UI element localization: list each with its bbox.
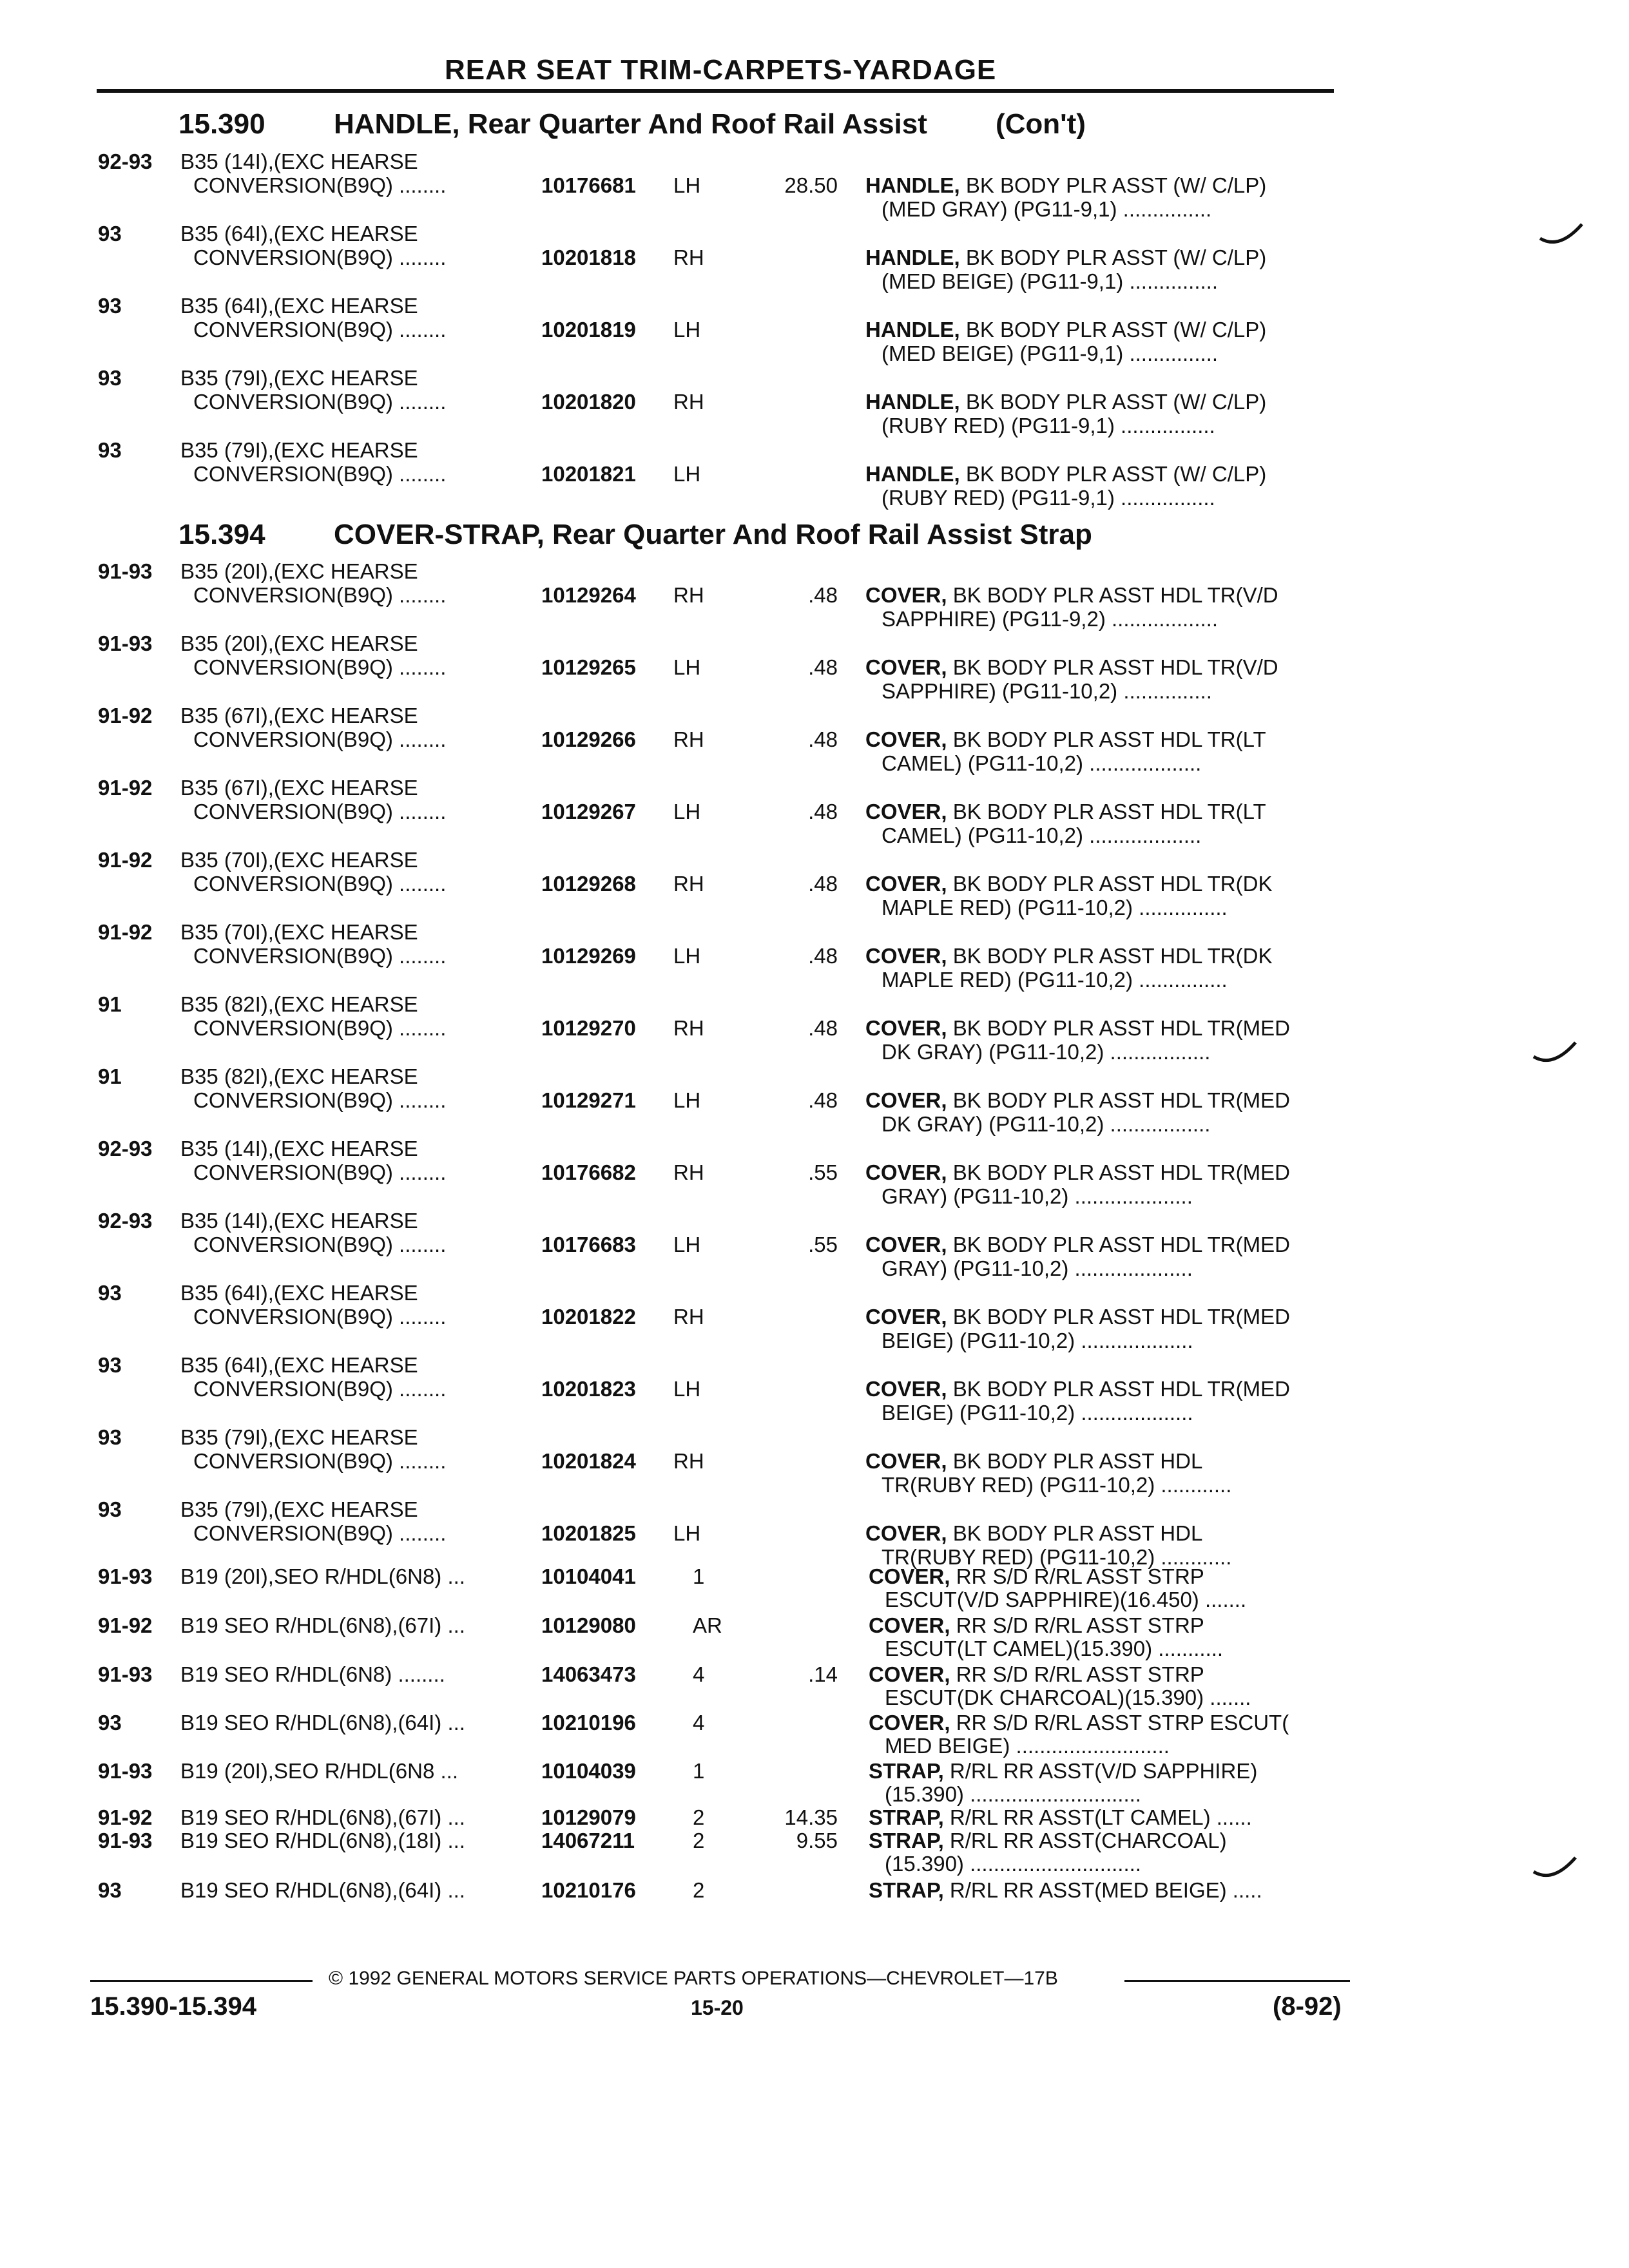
quantity: 1 [693, 1564, 705, 1588]
model-years: 93 [98, 1425, 122, 1449]
model-code: B35 (70I),(EXC HEARSE [180, 848, 418, 872]
model-years: 91 [98, 992, 122, 1016]
model-years: 93 [98, 1711, 122, 1735]
part-number: 10129270 [541, 1016, 636, 1040]
price: .14 [808, 1662, 838, 1686]
description-line [865, 872, 1272, 896]
model-code: B19 SEO R/HDL(6N8),(18I) ... [180, 1829, 465, 1852]
description-line [869, 1711, 1289, 1735]
model-qualifier: CONVERSION(B9Q) ........ [193, 583, 447, 607]
part-number: 10129267 [541, 800, 636, 823]
parts-entry [0, 222, 1629, 293]
description-text: BK BODY PLR ASST (W/ C/LP) [959, 173, 1267, 197]
description-keyword: COVER, [865, 1521, 947, 1545]
parts-entry [0, 1425, 1629, 1496]
description-keyword: COVER, [865, 1233, 947, 1256]
description-line [869, 1613, 1204, 1638]
model-code: B35 (20I),(EXC HEARSE [180, 559, 418, 583]
description-keyword: COVER, [865, 1449, 947, 1473]
description-text: RR S/D R/RL ASST STRP ESCUT( [950, 1711, 1289, 1735]
model-code: B35 (79I),(EXC HEARSE [180, 1425, 418, 1449]
description-continued: CAMEL) (PG11-10,2) ................... [882, 823, 1202, 847]
model-qualifier: CONVERSION(B9Q) ........ [193, 318, 447, 341]
description-keyword: COVER, [869, 1662, 950, 1686]
description-continued: MED BEIGE) .......................... [885, 1734, 1170, 1758]
description-keyword: COVER, [869, 1711, 950, 1735]
description-text: RR S/D R/RL ASST STRP [950, 1613, 1204, 1637]
model-years: 91-92 [98, 1613, 153, 1637]
description-keyword: COVER, [865, 872, 947, 896]
description-keyword: HANDLE, [865, 390, 960, 414]
section-continued-label: (Con't) [996, 108, 1086, 140]
description-keyword: STRAP, [869, 1805, 944, 1829]
model-years: 91-93 [98, 1564, 153, 1588]
description-line [865, 1233, 1290, 1257]
model-code: B35 (64I),(EXC HEARSE [180, 1353, 418, 1377]
part-number: 10129266 [541, 727, 636, 751]
description-keyword: COVER, [865, 1016, 947, 1040]
description-line [865, 173, 1266, 198]
quantity: RH [673, 1016, 704, 1040]
description-line [865, 390, 1266, 414]
quantity: LH [673, 318, 701, 341]
parts-entry [0, 1497, 1629, 1568]
description-line [865, 1449, 1202, 1474]
description-text: BK BODY PLR ASST HDL TR(V/D [947, 583, 1278, 607]
parts-entry [0, 1662, 1629, 1711]
model-years: 93 [98, 1353, 122, 1377]
footer-rule-right [1124, 1980, 1350, 1982]
parts-entry [0, 848, 1629, 919]
quantity: 4 [693, 1711, 705, 1735]
part-number: 10129079 [541, 1805, 636, 1829]
price: 9.55 [796, 1829, 838, 1852]
quantity: LH [673, 462, 701, 486]
model-qualifier: CONVERSION(B9Q) ........ [193, 173, 447, 197]
model-years: 91-93 [98, 1759, 153, 1783]
description-text: BK BODY PLR ASST HDL TR(MED [947, 1377, 1290, 1401]
description-continued: DK GRAY) (PG11-10,2) ................. [882, 1112, 1211, 1136]
price: .48 [808, 1088, 838, 1112]
description-line [869, 1878, 1262, 1903]
description-keyword: COVER, [869, 1564, 950, 1588]
model-qualifier: CONVERSION(B9Q) ........ [193, 1160, 447, 1184]
model-code: B35 (67I),(EXC HEARSE [180, 776, 418, 800]
check-mark-icon [1530, 1852, 1582, 1885]
part-number: 10129265 [541, 655, 636, 679]
description-text: BK BODY PLR ASST HDL TR(MED [947, 1233, 1290, 1256]
model-code: B35 (79I),(EXC HEARSE [180, 438, 418, 462]
parts-entry [0, 438, 1629, 509]
model-code: B19 SEO R/HDL(6N8),(64I) ... [180, 1878, 465, 1902]
description-line [865, 318, 1266, 342]
model-years: 92-93 [98, 149, 153, 173]
model-qualifier: CONVERSION(B9Q) ........ [193, 245, 447, 269]
description-keyword: HANDLE, [865, 245, 960, 269]
description-continued: SAPPHIRE) (PG11-10,2) ............... [882, 679, 1212, 703]
model-qualifier: CONVERSION(B9Q) ........ [193, 462, 447, 486]
model-code: B19 SEO R/HDL(6N8) ........ [180, 1662, 445, 1686]
section-number: 15.394 [178, 519, 265, 550]
price: 14.35 [784, 1805, 838, 1829]
description-continued: ESCUT(LT CAMEL)(15.390) ........... [885, 1637, 1224, 1660]
section-number: 15.390 [178, 108, 265, 140]
model-code: B35 (82I),(EXC HEARSE [180, 992, 418, 1016]
model-code: B19 (20I),SEO R/HDL(6N8 ... [180, 1759, 458, 1783]
description-keyword: HANDLE, [865, 462, 960, 486]
quantity: LH [673, 800, 701, 823]
description-continued: SAPPHIRE) (PG11-9,2) .................. [882, 607, 1219, 631]
description-continued: TR(RUBY RED) (PG11-10,2) ............ [882, 1473, 1232, 1497]
description-continued: TR(RUBY RED) (PG11-10,2) ............ [882, 1545, 1232, 1569]
description-continued: DK GRAY) (PG11-10,2) ................. [882, 1040, 1211, 1064]
model-years: 93 [98, 222, 122, 245]
model-years: 91-93 [98, 631, 153, 655]
quantity: LH [673, 1521, 701, 1545]
price: 28.50 [784, 173, 838, 197]
part-number: 10201821 [541, 462, 636, 486]
description-line [865, 462, 1266, 486]
part-number: 10104039 [541, 1759, 636, 1783]
model-years: 93 [98, 1281, 122, 1305]
part-number: 10104041 [541, 1564, 636, 1588]
part-number: 10176681 [541, 173, 636, 197]
description-keyword: COVER, [865, 727, 947, 751]
part-number: 10129268 [541, 872, 636, 896]
description-continued: (MED GRAY) (PG11-9,1) ............... [882, 197, 1212, 221]
quantity: AR [693, 1613, 722, 1637]
description-keyword: HANDLE, [865, 173, 960, 197]
part-number: 14067211 [541, 1829, 635, 1852]
description-continued: GRAY) (PG11-10,2) .................... [882, 1184, 1193, 1208]
check-mark-icon [1530, 1037, 1582, 1070]
description-continued: BEIGE) (PG11-10,2) ................... [882, 1401, 1193, 1425]
description-line [865, 1016, 1290, 1041]
quantity: 2 [693, 1829, 705, 1852]
description-keyword: COVER, [865, 655, 947, 679]
description-continued: (15.390) ............................. [885, 1852, 1141, 1876]
description-text: BK BODY PLR ASST HDL TR(DK [947, 872, 1273, 896]
model-code: B19 SEO R/HDL(6N8),(67I) ... [180, 1613, 465, 1637]
description-continued: ESCUT(DK CHARCOAL)(15.390) ....... [885, 1686, 1251, 1709]
price: .48 [808, 583, 838, 607]
quantity: LH [673, 1377, 701, 1401]
quantity: RH [673, 245, 704, 269]
description-line [869, 1564, 1204, 1589]
model-qualifier: CONVERSION(B9Q) ........ [193, 1088, 447, 1112]
part-number: 10201819 [541, 318, 636, 341]
model-years: 91-93 [98, 1662, 153, 1686]
description-keyword: COVER, [865, 1088, 947, 1112]
parts-entry [0, 366, 1629, 437]
model-years: 91-92 [98, 920, 153, 944]
description-text: BK BODY PLR ASST HDL TR(LT [947, 800, 1266, 823]
description-continued: ESCUT(V/D SAPPHIRE)(16.450) ....... [885, 1588, 1247, 1611]
quantity: RH [673, 583, 704, 607]
quantity: 2 [693, 1878, 705, 1902]
description-keyword: COVER, [865, 1305, 947, 1329]
description-keyword: COVER, [865, 583, 947, 607]
footer-date: (8-92) [1273, 1992, 1342, 2021]
parts-entry [0, 1878, 1629, 1927]
copyright-line: © 1992 GENERAL MOTORS SERVICE PARTS OPERATIONS—CHEVROLET—17B [329, 1968, 1058, 1989]
description-continued: MAPLE RED) (PG11-10,2) ............... [882, 896, 1228, 919]
model-years: 93 [98, 1497, 122, 1521]
description-text: BK BODY PLR ASST HDL TR(MED [947, 1305, 1290, 1329]
quantity: RH [673, 1160, 704, 1184]
check-mark-icon [1537, 219, 1588, 251]
quantity: RH [673, 1449, 704, 1473]
parts-entry [0, 1137, 1629, 1207]
parts-entry [0, 149, 1629, 220]
model-years: 91-92 [98, 776, 153, 800]
description-line [865, 245, 1266, 270]
description-line [865, 655, 1278, 680]
model-years: 91-92 [98, 704, 153, 727]
footer-rule-left [90, 1980, 313, 1982]
part-number: 10201825 [541, 1521, 636, 1545]
description-text: BK BODY PLR ASST HDL TR(V/D [947, 655, 1278, 679]
model-years: 91-93 [98, 559, 153, 583]
description-continued: (RUBY RED) (PG11-9,1) ................ [882, 414, 1215, 437]
model-code: B35 (70I),(EXC HEARSE [180, 920, 418, 944]
description-line [869, 1829, 1227, 1853]
model-years: 91-92 [98, 848, 153, 872]
description-line [865, 1160, 1290, 1185]
description-line [865, 1305, 1290, 1329]
model-years: 92-93 [98, 1209, 153, 1233]
parts-entry [0, 1353, 1629, 1424]
parts-entry [0, 776, 1629, 847]
footer-section-range: 15.390-15.394 [90, 1992, 257, 2021]
part-number: 14063473 [541, 1662, 636, 1686]
model-code: B35 (82I),(EXC HEARSE [180, 1064, 418, 1088]
model-years: 93 [98, 1878, 122, 1902]
part-number: 10129271 [541, 1088, 636, 1112]
description-keyword: COVER, [865, 1160, 947, 1184]
part-number: 10129269 [541, 944, 636, 968]
parts-entry [0, 992, 1629, 1063]
description-continued: (15.390) ............................. [885, 1782, 1141, 1806]
model-qualifier: CONVERSION(B9Q) ........ [193, 1233, 447, 1256]
parts-entry [0, 704, 1629, 774]
price: .48 [808, 800, 838, 823]
parts-entry [0, 1209, 1629, 1280]
model-qualifier: CONVERSION(B9Q) ........ [193, 390, 447, 414]
description-keyword: COVER, [865, 1377, 947, 1401]
parts-entry [0, 559, 1629, 630]
part-number: 10201823 [541, 1377, 636, 1401]
description-keyword: COVER, [865, 800, 947, 823]
part-number: 10201820 [541, 390, 636, 414]
model-years: 91 [98, 1064, 122, 1088]
quantity: LH [673, 1233, 701, 1256]
model-years: 93 [98, 294, 122, 318]
description-keyword: STRAP, [869, 1759, 944, 1783]
quantity: 4 [693, 1662, 705, 1686]
model-qualifier: CONVERSION(B9Q) ........ [193, 872, 447, 896]
description-line [865, 1377, 1290, 1401]
description-text: RR S/D R/RL ASST STRP [950, 1564, 1204, 1588]
parts-entry [0, 631, 1629, 702]
model-qualifier: CONVERSION(B9Q) ........ [193, 1016, 447, 1040]
quantity: RH [673, 872, 704, 896]
model-code: B19 SEO R/HDL(6N8),(67I) ... [180, 1805, 465, 1829]
description-keyword: COVER, [869, 1613, 950, 1637]
footer-page-number: 15-20 [691, 1996, 744, 2019]
description-line [865, 944, 1272, 968]
description-continued: (RUBY RED) (PG11-9,1) ................ [882, 486, 1215, 510]
description-continued: GRAY) (PG11-10,2) .................... [882, 1256, 1193, 1280]
quantity: 2 [693, 1805, 705, 1829]
quantity: LH [673, 1088, 701, 1112]
model-code: B35 (14I),(EXC HEARSE [180, 1137, 418, 1160]
description-text: BK BODY PLR ASST (W/ C/LP) [959, 245, 1267, 269]
description-text: BK BODY PLR ASST (W/ C/LP) [959, 390, 1267, 414]
model-qualifier: CONVERSION(B9Q) ........ [193, 727, 447, 751]
description-continued: CAMEL) (PG11-10,2) ................... [882, 751, 1202, 775]
description-continued: (MED BEIGE) (PG11-9,1) ............... [882, 341, 1218, 365]
description-keyword: COVER, [865, 944, 947, 968]
description-text: BK BODY PLR ASST (W/ C/LP) [959, 318, 1267, 341]
description-line [869, 1662, 1204, 1687]
quantity: LH [673, 655, 701, 679]
description-text: BK BODY PLR ASST HDL TR(DK [947, 944, 1273, 968]
model-code: B19 (20I),SEO R/HDL(6N8) ... [180, 1564, 465, 1588]
description-continued: (MED BEIGE) (PG11-9,1) ............... [882, 269, 1218, 293]
header-rule [97, 89, 1334, 93]
description-keyword: STRAP, [869, 1878, 944, 1902]
description-keyword: HANDLE, [865, 318, 960, 341]
model-code: B35 (64I),(EXC HEARSE [180, 1281, 418, 1305]
model-code: B35 (79I),(EXC HEARSE [180, 1497, 418, 1521]
description-line [865, 800, 1266, 824]
model-years: 91-93 [98, 1829, 153, 1852]
description-text: BK BODY PLR ASST HDL [947, 1449, 1203, 1473]
part-number: 10129264 [541, 583, 636, 607]
parts-entry [0, 1829, 1629, 1877]
description-line [865, 1521, 1202, 1546]
parts-entry [0, 1064, 1629, 1135]
part-number: 10176682 [541, 1160, 636, 1184]
model-code: B35 (14I),(EXC HEARSE [180, 149, 418, 173]
quantity: RH [673, 727, 704, 751]
price: .48 [808, 872, 838, 896]
description-text: R/RL RR ASST(V/D SAPPHIRE) [943, 1759, 1258, 1783]
model-code: B35 (64I),(EXC HEARSE [180, 294, 418, 318]
description-line [865, 727, 1266, 752]
model-qualifier: CONVERSION(B9Q) ........ [193, 1521, 447, 1545]
quantity: RH [673, 390, 704, 414]
quantity: LH [673, 944, 701, 968]
part-number: 10201822 [541, 1305, 636, 1329]
section-title: COVER-STRAP, Rear Quarter And Roof Rail Assist Strap [334, 519, 1092, 550]
description-text: BK BODY PLR ASST (W/ C/LP) [959, 462, 1267, 486]
part-number: 10176683 [541, 1233, 636, 1256]
description-line [865, 1088, 1290, 1113]
model-code: B35 (67I),(EXC HEARSE [180, 704, 418, 727]
description-text: R/RL RR ASST(CHARCOAL) [943, 1829, 1227, 1852]
part-number: 10129080 [541, 1613, 636, 1637]
description-line [869, 1805, 1252, 1830]
model-code: B35 (64I),(EXC HEARSE [180, 222, 418, 245]
price: .48 [808, 655, 838, 679]
model-years: 93 [98, 366, 122, 390]
parts-entry [0, 1711, 1629, 1759]
page-title: REAR SEAT TRIM-CARPETS-YARDAGE [445, 54, 997, 86]
description-line [865, 583, 1278, 608]
description-text: RR S/D R/RL ASST STRP [950, 1662, 1204, 1686]
model-code: B35 (20I),(EXC HEARSE [180, 631, 418, 655]
price: .48 [808, 727, 838, 751]
quantity: LH [673, 173, 701, 197]
model-qualifier: CONVERSION(B9Q) ........ [193, 1377, 447, 1401]
model-qualifier: CONVERSION(B9Q) ........ [193, 800, 447, 823]
part-number: 10201824 [541, 1449, 636, 1473]
model-qualifier: CONVERSION(B9Q) ........ [193, 944, 447, 968]
price: .55 [808, 1160, 838, 1184]
quantity: RH [673, 1305, 704, 1329]
parts-entry [0, 1613, 1629, 1662]
model-code: B35 (14I),(EXC HEARSE [180, 1209, 418, 1233]
price: .55 [808, 1233, 838, 1256]
description-text: R/RL RR ASST(LT CAMEL) ...... [943, 1805, 1252, 1829]
model-years: 93 [98, 438, 122, 462]
description-text: BK BODY PLR ASST HDL TR(LT [947, 727, 1266, 751]
model-code: B19 SEO R/HDL(6N8),(64I) ... [180, 1711, 465, 1735]
model-years: 92-93 [98, 1137, 153, 1160]
quantity: 1 [693, 1759, 705, 1783]
description-text: BK BODY PLR ASST HDL TR(MED [947, 1160, 1290, 1184]
model-code: B35 (79I),(EXC HEARSE [180, 366, 418, 390]
part-number: 10210196 [541, 1711, 636, 1735]
description-text: R/RL RR ASST(MED BEIGE) ..... [943, 1878, 1262, 1902]
parts-entry [0, 920, 1629, 991]
parts-entry [0, 1759, 1629, 1807]
parts-entry [0, 294, 1629, 365]
description-text: BK BODY PLR ASST HDL TR(MED [947, 1016, 1290, 1040]
description-continued: MAPLE RED) (PG11-10,2) ............... [882, 968, 1228, 992]
price: .48 [808, 944, 838, 968]
description-keyword: STRAP, [869, 1829, 944, 1852]
description-text: BK BODY PLR ASST HDL [947, 1521, 1203, 1545]
parts-entry [0, 1281, 1629, 1352]
part-number: 10201818 [541, 245, 636, 269]
model-years: 91-92 [98, 1805, 153, 1829]
parts-entry [0, 1564, 1629, 1613]
section-title: HANDLE, Rear Quarter And Roof Rail Assist [334, 108, 927, 140]
model-qualifier: CONVERSION(B9Q) ........ [193, 1305, 447, 1329]
model-qualifier: CONVERSION(B9Q) ........ [193, 655, 447, 679]
model-qualifier: CONVERSION(B9Q) ........ [193, 1449, 447, 1473]
description-text: BK BODY PLR ASST HDL TR(MED [947, 1088, 1290, 1112]
price: .48 [808, 1016, 838, 1040]
description-line [869, 1759, 1257, 1783]
part-number: 10210176 [541, 1878, 636, 1902]
description-continued: BEIGE) (PG11-10,2) ................... [882, 1329, 1193, 1352]
